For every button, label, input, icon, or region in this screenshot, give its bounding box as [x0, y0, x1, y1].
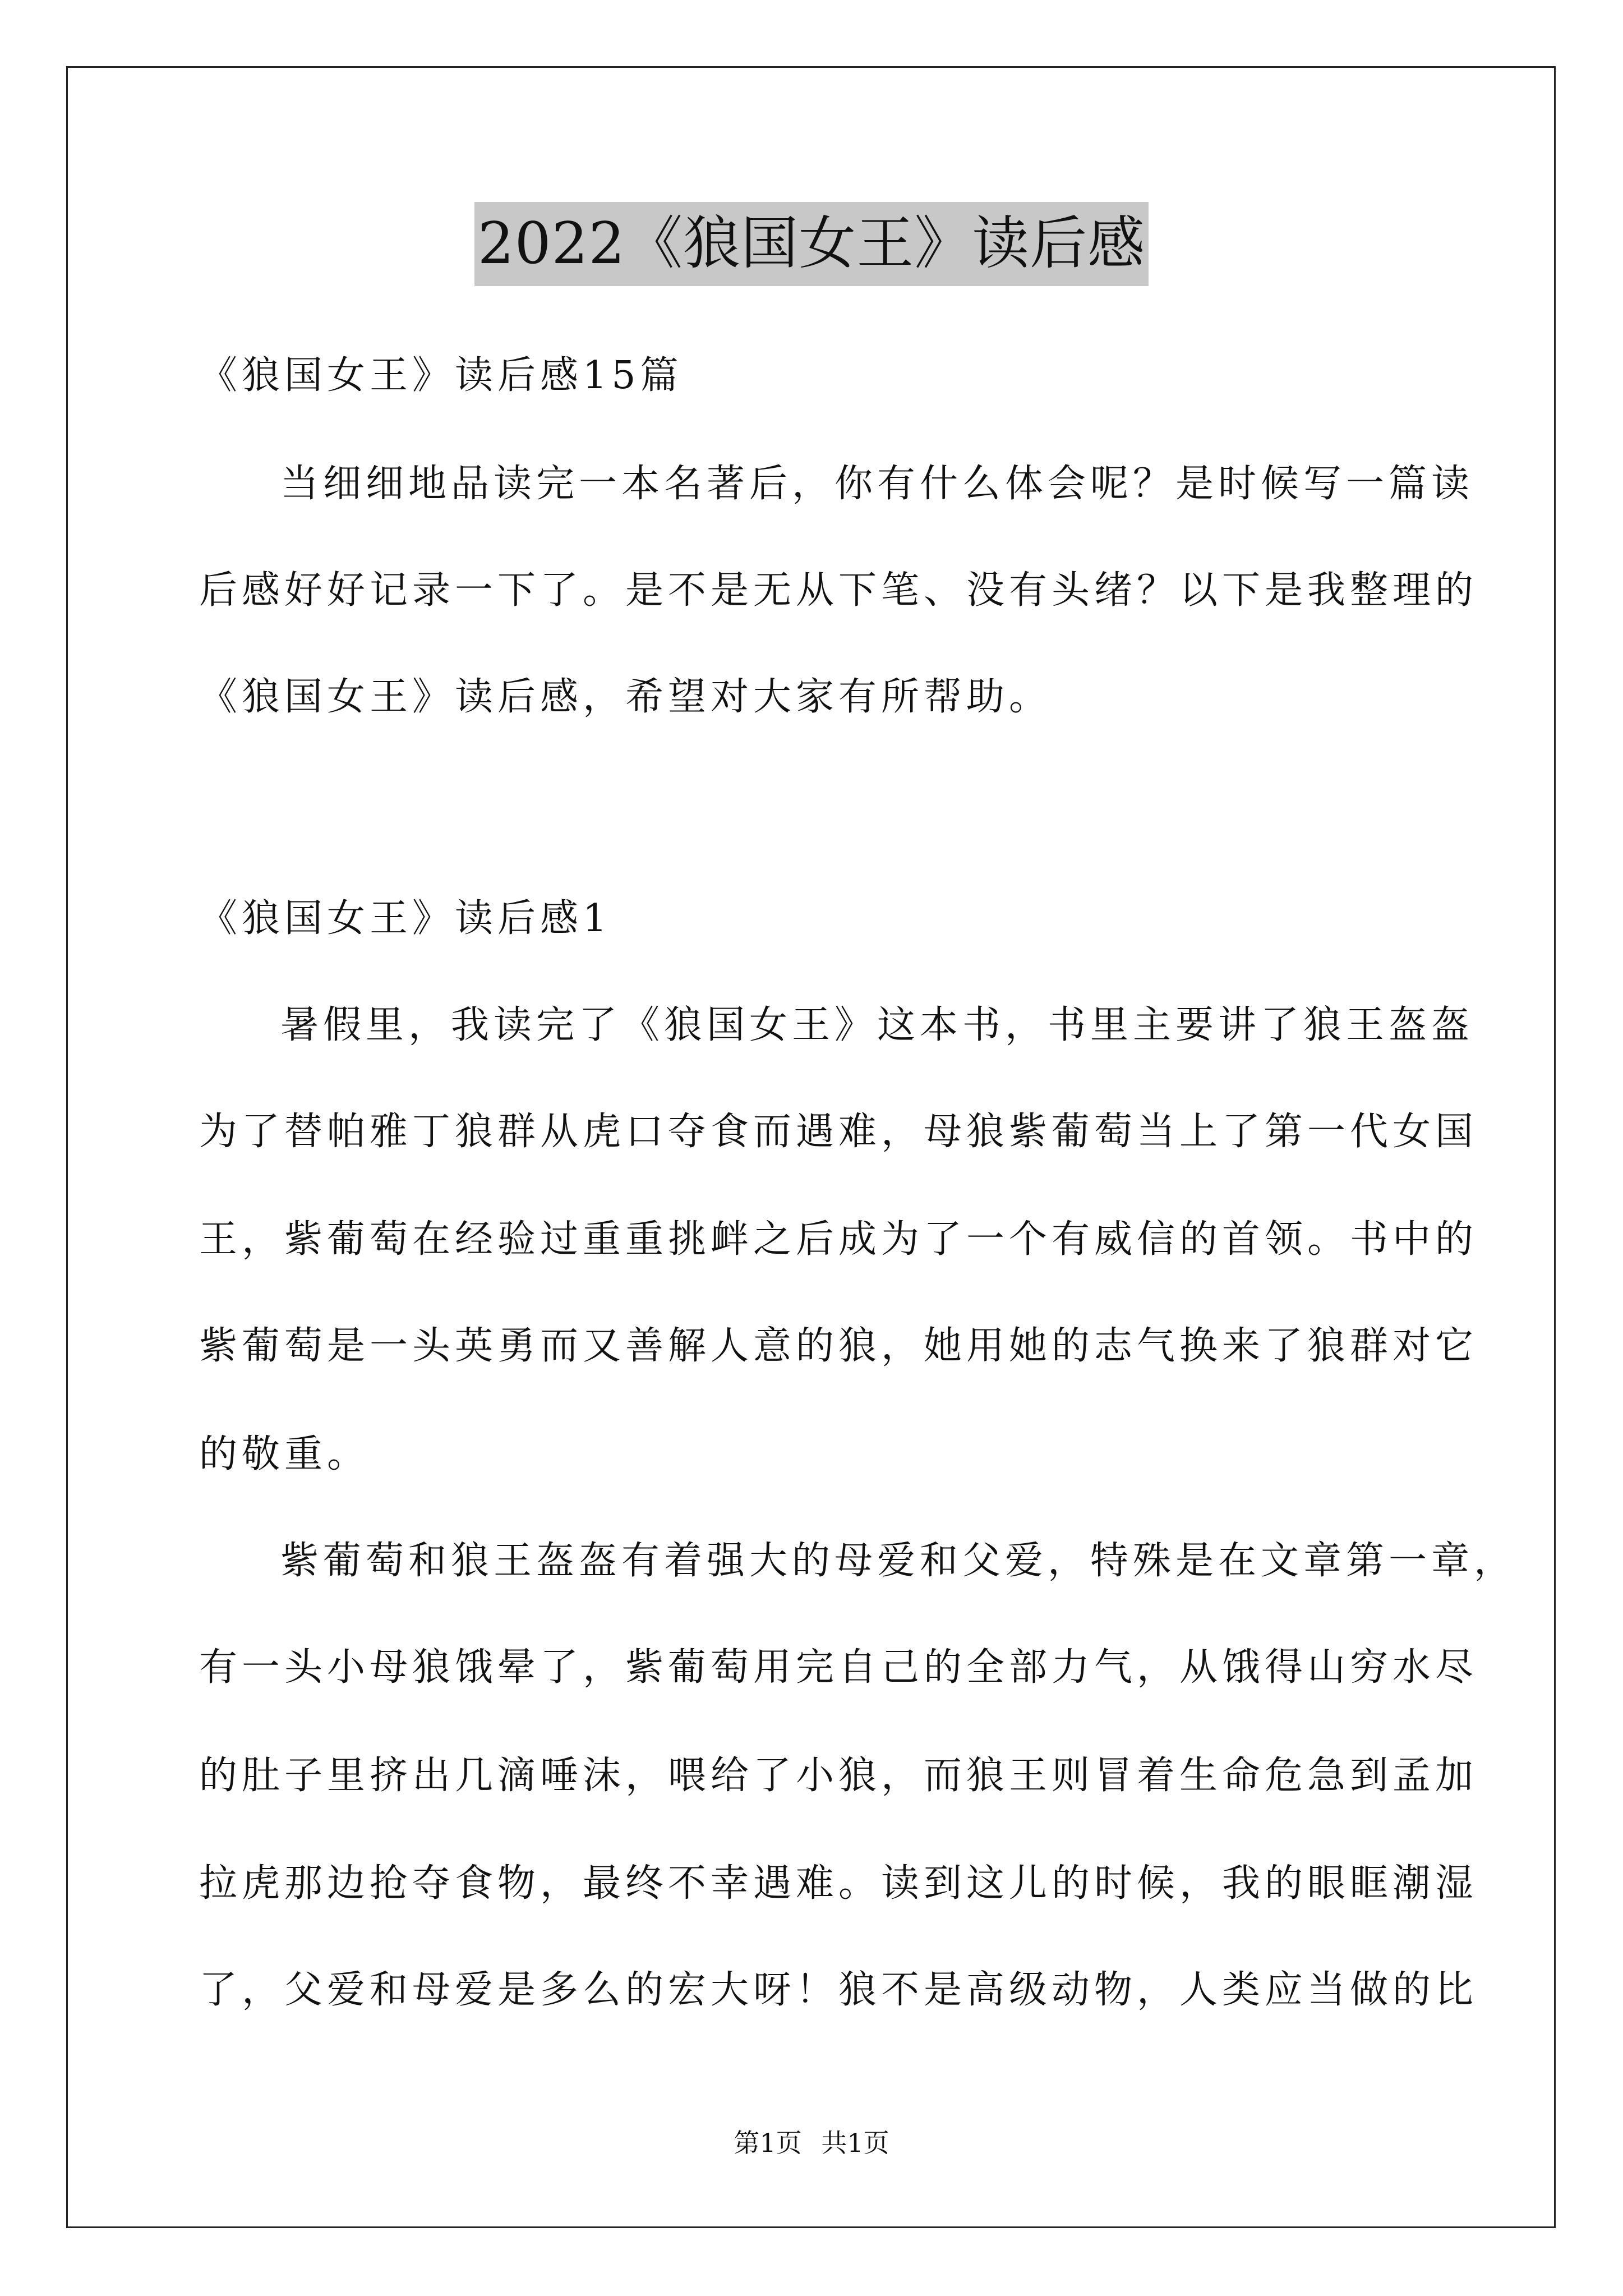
page-number: 第1页 — [734, 2128, 802, 2158]
para2-line-4: 拉虎那边抢夺食物，最终不幸遇难。读到这儿的时候，我的眼眶潮湿 — [199, 1861, 1478, 1906]
intro-line-2: 后感好好记录一下了。是不是无从下笔、没有头绪？以下是我整理的 — [199, 568, 1478, 613]
para1-line-3: 王，紫葡萄在经验过重重挑衅之后成为了一个有威信的首领。书中的 — [199, 1217, 1478, 1262]
para1-line-1: 暑假里，我读完了《狼国女王》这本书，书里主要讲了狼王盔盔 — [280, 1003, 1474, 1047]
para1-line-5: 的敬重。 — [199, 1432, 370, 1476]
para2-line-2: 有一头小母狼饿晕了，紫葡萄用完自己的全部力气，从饿得山穷水尽 — [199, 1645, 1478, 1690]
section-heading: 《狼国女王》读后感1 — [199, 896, 612, 941]
para2-line-5: 了，父爱和母爱是多么的宏大呀！狼不是高级动物，人类应当做的比 — [199, 1968, 1478, 2012]
page-total: 共1页 — [821, 2128, 889, 2158]
document-subtitle: 《狼国女王》读后感15篇 — [199, 353, 683, 398]
para1-line-4: 紫葡萄是一头英勇而又善解人意的狼，她用她的志气换来了狼群对它 — [199, 1324, 1478, 1368]
intro-line-1: 当细细地品读完一本名著后，你有什么体会呢？是时候写一篇读 — [280, 462, 1474, 506]
para1-line-2: 为了替帕雅丁狼群从虎口夺食而遇难，母狼紫葡萄当上了第一代女国 — [199, 1110, 1478, 1154]
document-title: 2022《狼国女王》读后感 — [474, 202, 1149, 286]
page-footer — [0, 2126, 1623, 2160]
title-container — [0, 202, 1623, 286]
para2-line-1: 紫葡萄和狼王盔盔有着强大的母爱和父爱，特殊是在文章第一章， — [280, 1539, 1517, 1583]
intro-line-3: 《狼国女王》读后感，希望对大家有所帮助。 — [199, 675, 1052, 719]
para2-line-3: 的肚子里挤出几滴唾沫，喂给了小狼，而狼王则冒着生命危急到孟加 — [199, 1754, 1478, 1798]
